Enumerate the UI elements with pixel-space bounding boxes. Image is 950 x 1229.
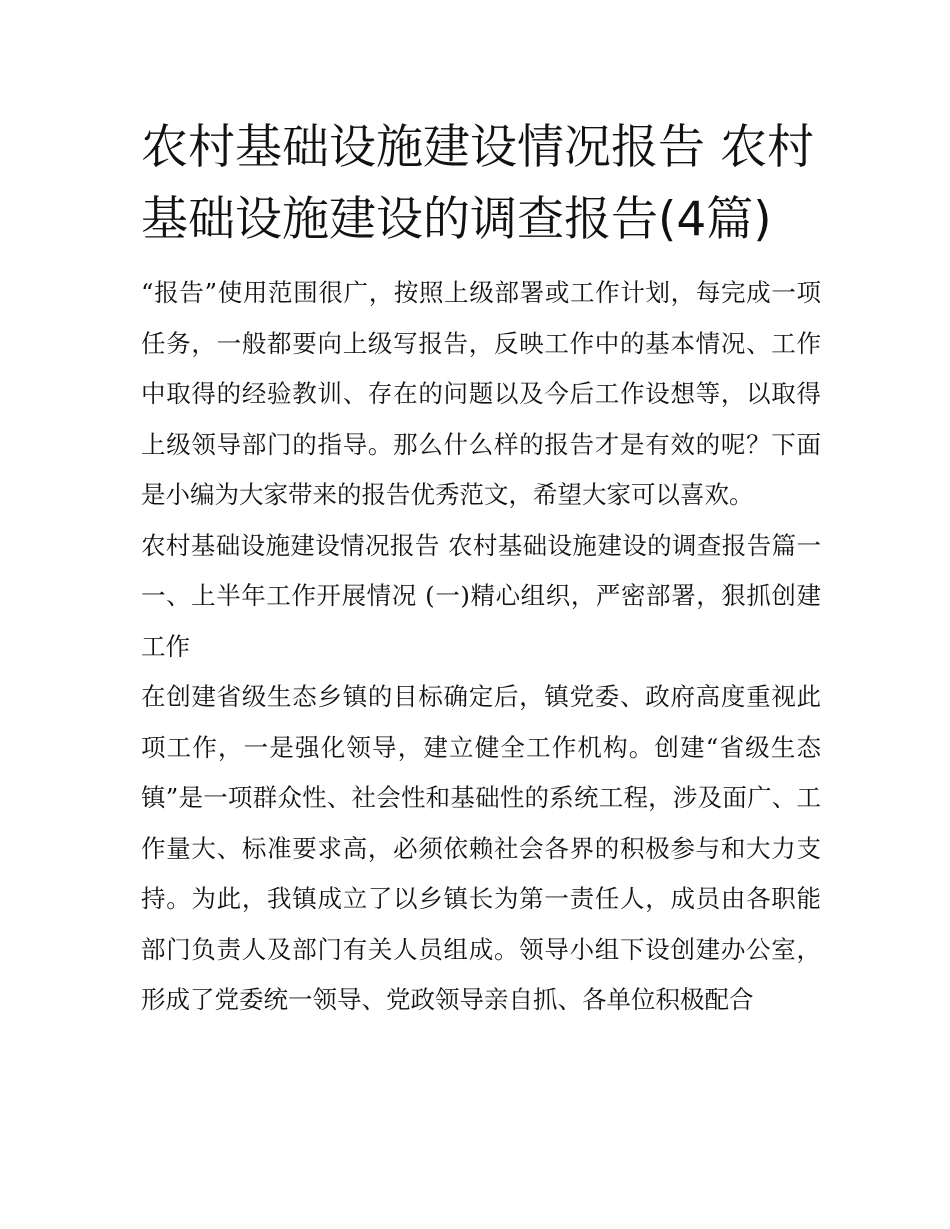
section-heading-paragraph: 农村基础设施建设情况报告 农村基础设施建设的调查报告篇一 一、上半年工作开展情况 (一)精心组织，严密部署，狠抓创建工作: [141, 530, 821, 661]
intro-paragraph: “报告”使用范围很广，按照上级部署或工作计划，每完成一项任务，一般都要向上级写报告，反映工作中的基本情况、工作中取得的经验教训、存在的问题以及今后工作设想等，以取得上级领导部门的指导。那么什么样的报告才是有效的呢？下面是小编为大家带来的报告优秀范文，希望大家可以喜欢。: [141, 278, 821, 509]
document-body: [141, 112, 821, 1026]
body-paragraph: 在创建省级生态乡镇的目标确定后，镇党委、政府高度重视此项工作，一是强化领导，建立健全工作机构。创建“省级生态镇”是一项群众性、社会性和基础性的系统工程，涉及面广、工作量大、标准要求高，必须依赖社会各界的积极参与和大力支持。为此，我镇成立了以乡镇长为第一责任人，成员由各职能部门负责人及部门有关人员组成。领导小组下设创建办公室，形成了党委统一领导、党政领导亲自抓、各单位积极配合: [141, 682, 821, 1014]
document-title: 农村基础设施建设情况报告 农村基础设施建设的调查报告(4篇): [141, 120, 814, 247]
